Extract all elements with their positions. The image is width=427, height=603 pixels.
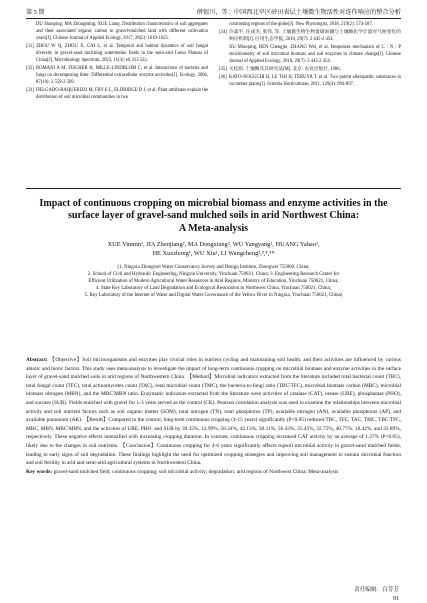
result-tag: 【Result】 [83, 417, 109, 424]
responsible-editor: 责任编辑：白芳芳 [354, 587, 399, 593]
conclusion-text: Continuous cropping for 4-6 years significantly affects topsoil microbial activity in gravel-sand mulched fields, leading to early signs of soil degradation. These findings highlight the need for optimized cropping strategies and improving soil management to sustain microbial function and soil fertility in arid and semi-arid agricultural systems in Northwestern China. [26, 442, 401, 467]
affiliation-line: 2. School of Civil and Hydraulic Engineering, Ningxia University, Yinchuan 750021, China; 3. Engineering Research Center for [87, 272, 340, 278]
reference-item: [31] ZHOU W Q, ZHOU X, CAI L, et al. Temporal and habitat dynamics of soil fungal diversity in gravel-sand mulching watermelon fields in the semi-arid Loess Plateau of China[J]. Microbiology Spectrum, 2023, 11(3): e0 313 522. [26, 43, 208, 63]
reference-item: contrasting regions of the globe[J]. New Phytologist, 2018, 219(2): 574-587. [229, 22, 373, 27]
objective-tag: 【Objective】 [49, 357, 83, 363]
abstract-label: Abstract: [26, 357, 48, 363]
paper-title [30, 198, 397, 235]
authors-line: XUE Yinmin¹, JIA Zhenjiang², MA Dongxiang², WU Yangyang², HUANG Yahao², [107, 241, 320, 248]
reference-item: [32] ROMANI A M, FISCHER H, MILLE-LINDBLOM C, et al. Interactions of bacteria and fungi on decomposing litter: Differential extracellular enzyme activities[J]. Ecology, 2006, 87(10): 2 559-2 569. [26, 65, 208, 85]
keywords-text: gravel-sand mulched field; continuous cropping; soil microbial activity; degradation; arid regions of Northwest China; Meta-analysis [53, 468, 339, 475]
reference-item: [34] 许淼平, 任成杰, 张伟, 等. 土壤微生物生物量碳氮磷与土壤酶化学计量对气候变化的响应机制[J]. 应用生态学报, 2018, 29(7): 2 445-2 454. [219, 30, 401, 42]
author-list [30, 240, 397, 259]
affiliation-line: Efficient Utilization of Modern Agricultural Water Resources in Arid Regions, Ministry of Education, Yinchuan 750021, China; [88, 279, 339, 285]
running-title: 薛银川，等：中国西北旱区砂田表层土壤微生物活性对连作响应的整合分析 [196, 9, 401, 16]
reference-list [26, 22, 401, 103]
reference-column-right [219, 22, 401, 103]
reference-item: XU Miaoping, REN Chengjie, ZHANG Wei, et al. Responses mechanism of C : N : P stoichiometry of soil microbial biomass and soil enzymes to climate change[J]. Chinese Journal of Applied Ecology, 2018, 29(7): 2 445-2 454. [229, 45, 401, 64]
section-divider [26, 188, 401, 189]
abstract-section [26, 356, 401, 476]
method-tag: 【Method】 [186, 374, 215, 381]
result-text: Compared to the control, long-term continuous cropping (4-15 years) significantly (P<0.05) reduced TBC, TFC, TAC, TMC, TBC∶TFC, MBC, MBN, MBC∶MBN, and the activities of URE, PHO, and SUR by 39.35%, 12.99%, 58.34%, 42.13%, 30.11%, 56.43%, 25.45%, 32.75%, 40.77%, 18.42%, and 32.89%, respectively. These negative effects intensified with increasing cropping duration. In contrast, continuous cropping increased CAT activity by an average of 1.27% (P<0.05), likely due to the changes in soil nutrients. [26, 417, 401, 449]
reference-item: [33] DELGADO-BAQUERIZO M, FRY E L, ELDRIDGE D J, et al. Plant attributes explain the distribution of soil microbial communities in two [26, 87, 208, 100]
reference-column-left [26, 22, 208, 103]
authors-line: HE Xuezhong¹, WU Xiu¹, LI Wangcheng²,³,⁴,⁵* [152, 250, 275, 258]
objective-text: Soil microorganisms and enzymes play crucial roles in nutrient cycling and maintaining soil health, and their activities are influenced by various abiotic and biotic factors. This study uses meta-analysis to investigate the impact of long-term continuous cropping on microbial biomass and enzyme activities in the surface layer of gravel-sand mulched soils in arid regions of Northwestern China. [26, 357, 402, 381]
conclusion-tag: 【Conclusion】 [120, 442, 157, 449]
page-number: 91 [393, 596, 399, 602]
reference-item: [36] KATO-NOGUCHI H, LE THI H, TERUYA T, et al. Two potent allelopathic substances in cucumber plants[J]. Scientia Horticulturae, 2011, 129(4): 894-897. [219, 75, 401, 87]
reference-item: [35] 关松荫. 土壤酶及其研究法[M]. 北京: 农业出版社, 1986. [219, 67, 341, 72]
affiliation-line: 5. Key Laboratory of the Internet of Water and Digital Water Governance of the Yellow River in Ningxia, Yinchuan 750021, China) [84, 293, 343, 299]
affiliations [26, 264, 401, 299]
reference-item: DU Shaoping, MA Zhongming, XUE Liang. Distribution characteristics of soil aggregates and their associated organic carbon in gravel-mulched land with different cultivation years[J]. Chinese Journal of Applied Ecology, 2017, 28(5): 1619-1625. [36, 22, 208, 41]
title-line: A Meta-analysis [178, 222, 249, 234]
title-line: surface layer of gravel-sand mulched soils in arid Northwest China: [67, 210, 360, 222]
method-text: Microbial indicators extracted from the literature included total bacterial count (TBC), total fungal count (TFC), total actinomycetes count (TAC), total microbial count (TMC), the bacteria-to-fungi ratio (TBC∶TFC), microbial biomass carbon (MBC), microbial biomass nitrogen (MBN), and the MBC∶MBN ratio. Enzymatic indicators extracted from the literature were activities of catalase (CAT), urease (URE), phosphatase (PHO), and sucrase (SUR). Fields mulched with gravel for 1-3 years served as the control (CK). Pearson correlation analysis was used to examine the relationships between microbial activity and soil nutrient factors such as soil organic matter (SOM), total nitrogen (TN), total phosphorus (TP), available nitrogen (AN), available phosphorus (AP), and available potassium (AK). [26, 374, 402, 424]
title-line: Impact of continuous cropping on microbial biomass and enzyme activities in the [39, 198, 388, 209]
affiliation-line: 4. State Key Laboratory of Land Degradation and Ecological Restoration in Northwest China, Yinchuan 750021, China; [95, 286, 332, 292]
affiliation-line: (1. Ningxia Zhongwei Water Conservancy Survey and Design Institute, Zhongwei 755000, China; [117, 265, 310, 270]
header-rule [26, 18, 401, 19]
issue-label: 第 5 期 [26, 9, 45, 16]
running-header [26, 7, 401, 17]
keywords-label: Key words: [26, 468, 53, 475]
